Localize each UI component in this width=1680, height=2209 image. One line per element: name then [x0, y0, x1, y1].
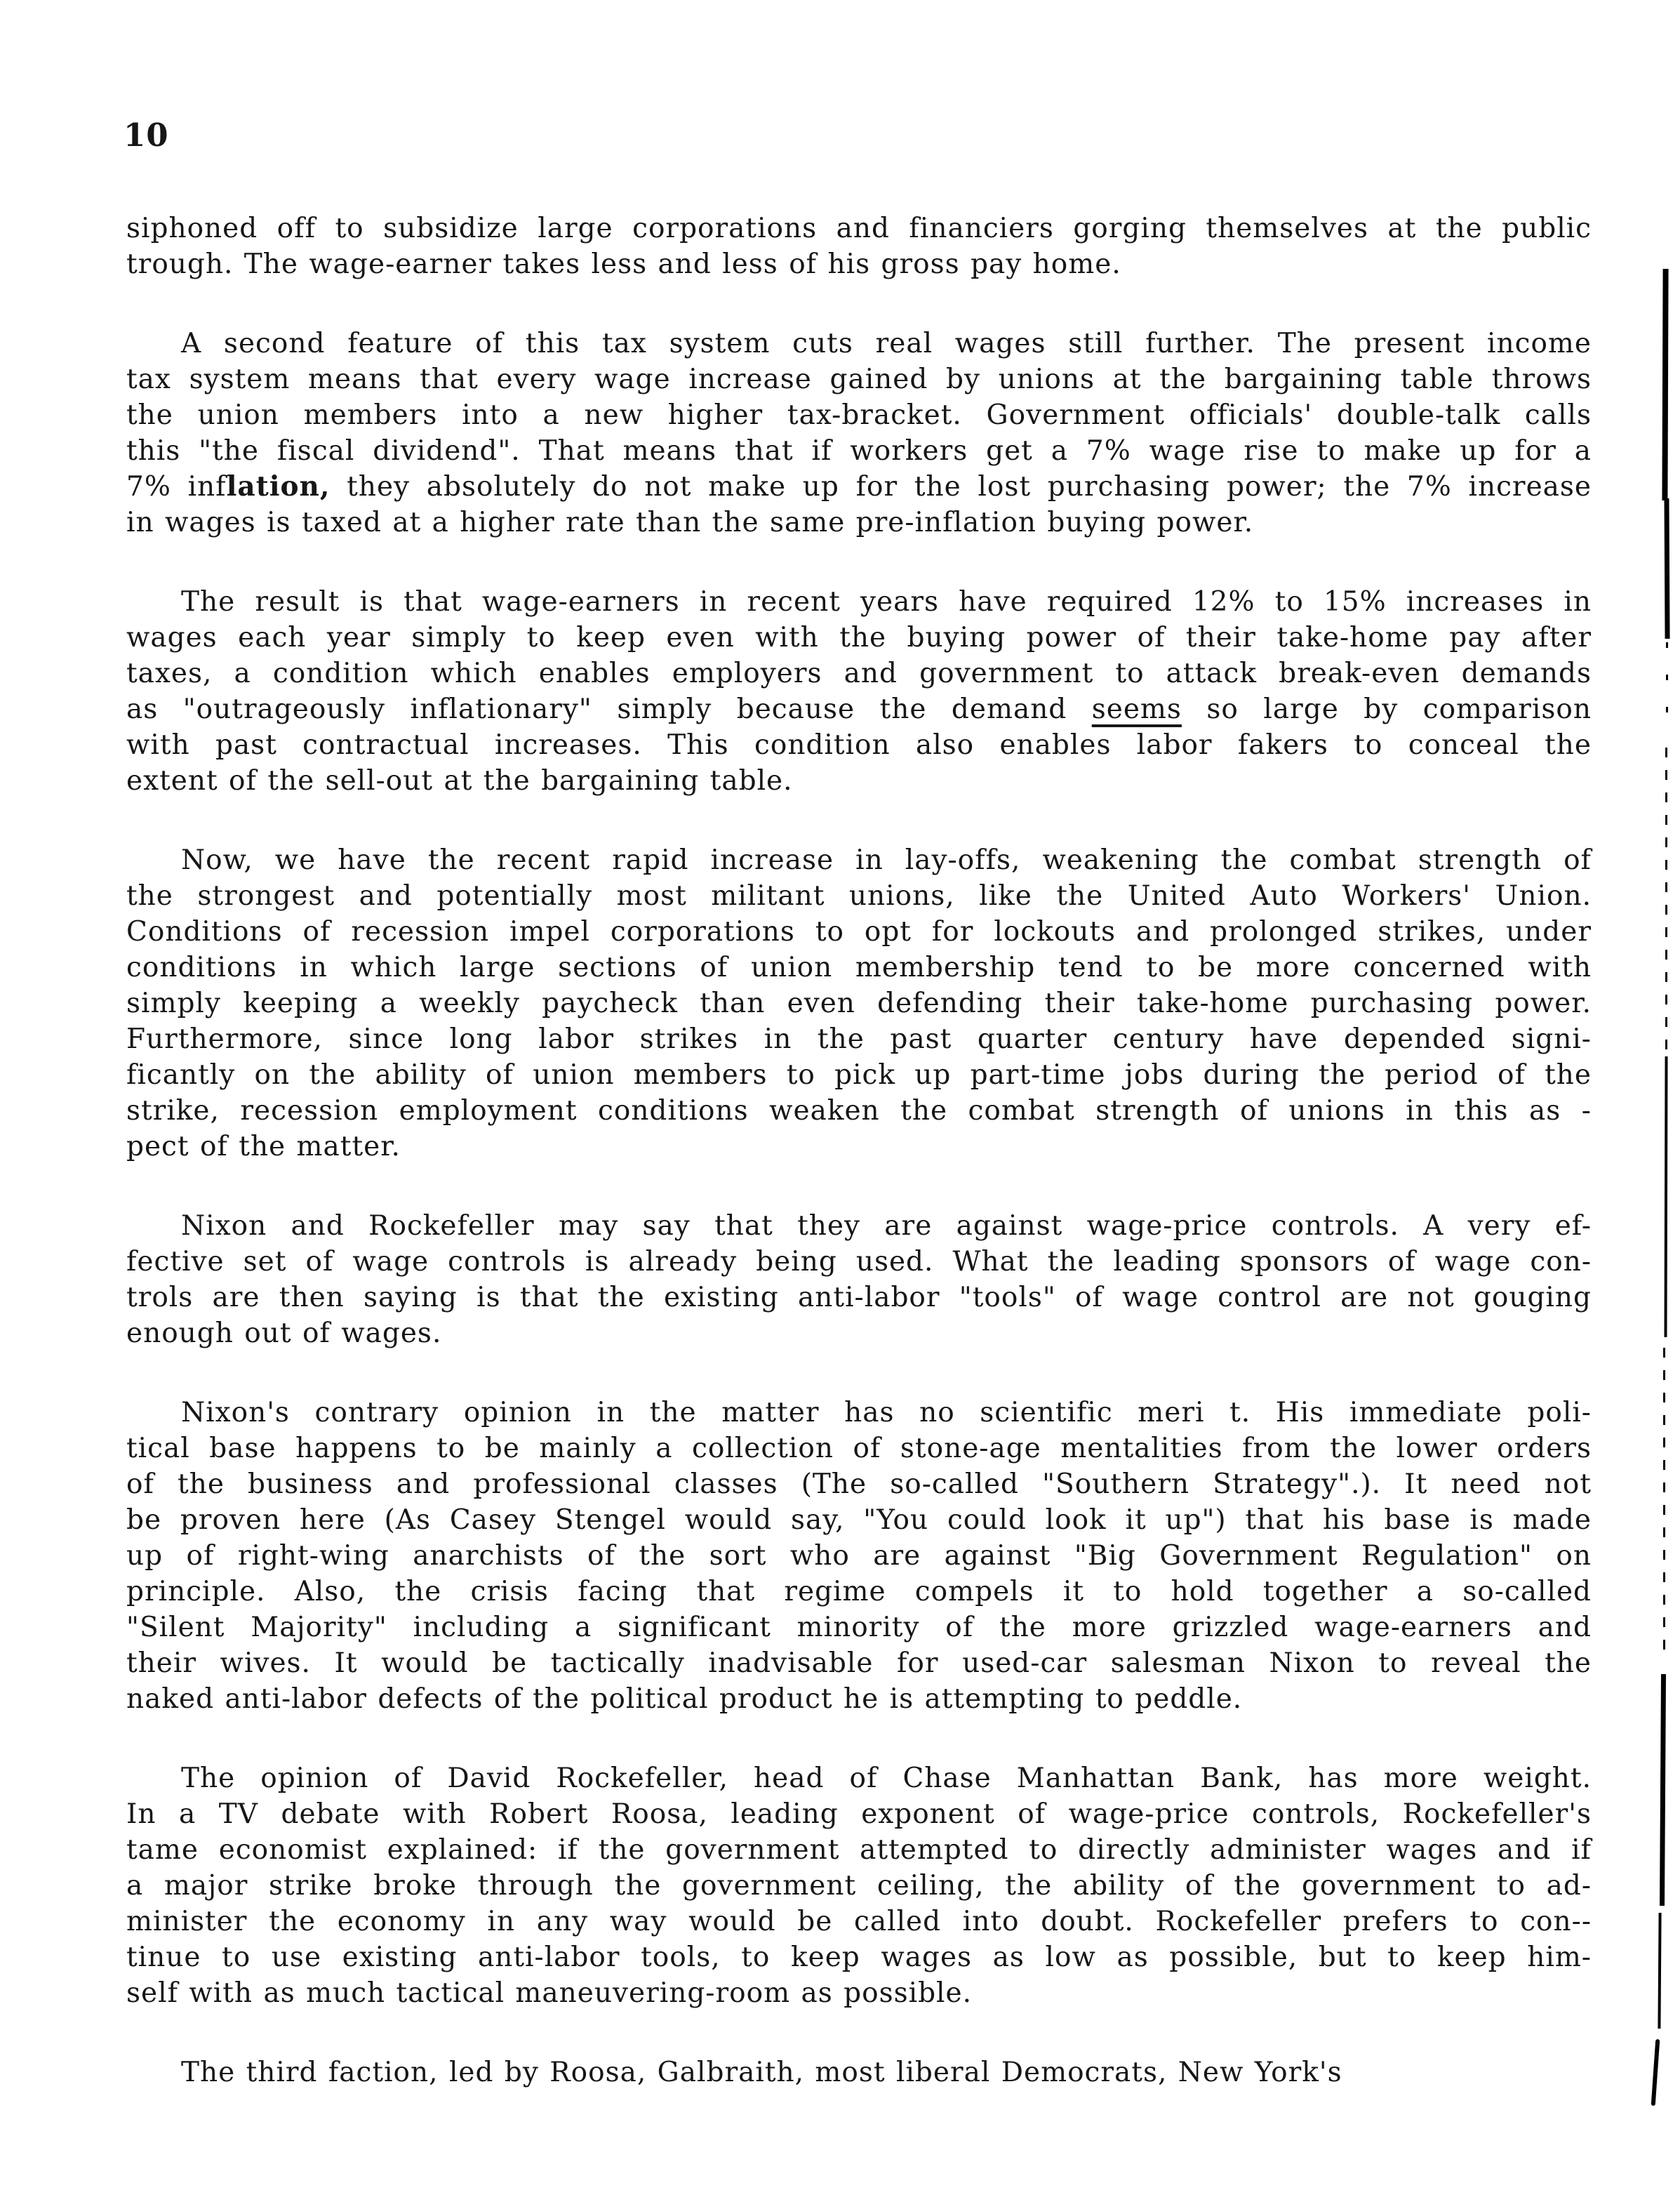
text-line [126, 1466, 1592, 1502]
text-segment: "Silent Majority" including a significant minority of the more grizzled wage-earners and [126, 1612, 1592, 1643]
text-line [126, 1681, 1592, 1717]
scan-artifact-line [1662, 269, 1668, 500]
text-line [126, 1574, 1592, 1610]
paragraph [126, 1395, 1592, 1717]
text-line [126, 1057, 1592, 1093]
text-segment: strike, recession employment conditions weaken the combat strength of unions in this as - [126, 1095, 1592, 1127]
text-line [126, 1395, 1592, 1431]
scan-artifact-line [1664, 498, 1669, 639]
text-line [126, 1868, 1592, 1904]
text-segment: extent of the sell-out at the bargaining table. [126, 765, 793, 797]
text-line [126, 878, 1592, 914]
paragraph [126, 1208, 1592, 1351]
text-line [126, 1315, 1592, 1351]
scan-artifact-line [1658, 1913, 1661, 2029]
text-segment: a major strike broke through the government ceiling, the ability of the government to ad- [126, 1870, 1592, 1902]
text-line [126, 842, 1592, 878]
paragraph [126, 211, 1592, 282]
text-line [126, 691, 1592, 727]
text-segment: simply keeping a weekly paycheck than even defending their take-home purchasing power. [126, 988, 1592, 1019]
paragraph [126, 1760, 1592, 2011]
text-segment: they absolutely do not make up for the lost purchasing power; the 7% increase [330, 471, 1592, 503]
text-line [126, 950, 1592, 986]
text-segment: pect of the matter. [126, 1131, 401, 1162]
text-segment: The opinion of David Rockefeller, head of Chase Manhattan Bank, has more weight. [181, 1763, 1592, 1794]
text-line [126, 1431, 1592, 1466]
text-line [126, 1796, 1592, 1832]
text-line [126, 584, 1592, 620]
text-segment: this "the fiscal dividend". That means that if workers get a 7% wage rise to make up for a [126, 435, 1592, 467]
text-segment: siphoned off to subsidize large corporations and financiers gorging themselves at the public [126, 213, 1592, 244]
text-segment: the union members into a new higher tax-bracket. Government officials' double-talk calls [126, 399, 1592, 431]
text-line [126, 211, 1592, 246]
text-line [126, 246, 1592, 282]
text-segment: naked anti-labor defects of the political product he is attempting to peddle. [126, 1683, 1243, 1715]
text-line [126, 1975, 1592, 2011]
text-line [126, 1904, 1592, 1939]
text-line [126, 1502, 1592, 1538]
page-number: 10 [124, 117, 169, 154]
text-segment: wages each year simply to keep even with the buying power of their take-home pay after [126, 622, 1592, 654]
text-line [126, 326, 1592, 361]
scan-artifact-line [1665, 748, 1667, 1049]
text-segment: ficantly on the ability of union members to pick up part-time jobs during the period of the [126, 1059, 1592, 1091]
text-segment: principle. Also, the crisis facing that regime compels it to hold together a so-called [126, 1576, 1592, 1607]
scan-artifact-line [1651, 2039, 1660, 2106]
text-line [126, 914, 1592, 950]
scan-artifact-line [1660, 1674, 1666, 1906]
text-segment: Nixon's contrary opinion in the matter has no scientific meri t. His immediate poli- [181, 1397, 1592, 1428]
text-line [126, 1208, 1592, 1244]
text-segment: A second feature of this tax system cuts real wages still further. The present income [181, 328, 1592, 359]
text-segment: conditions in which large sections of union membership tend to be more concerned with [126, 952, 1592, 983]
text-segment: taxes, a condition which enables employers and government to attack break-even demands [126, 658, 1592, 689]
text-segment: tinue to use existing anti-labor tools, to keep wages as low as possible, but to keep him- [126, 1942, 1592, 1973]
text-line [126, 1610, 1592, 1645]
text-segment: fective set of wage controls is already being used. What the leading sponsors of wage con- [126, 1246, 1592, 1278]
text-segment: In a TV debate with Robert Roosa, leading exponent of wage-price controls, Rockefeller's [126, 1798, 1592, 1830]
text-line [126, 1939, 1592, 1975]
text-line [126, 986, 1592, 1021]
paragraph [126, 326, 1592, 540]
text-line [126, 727, 1592, 763]
text-line [126, 1129, 1592, 1165]
text-segment: tical base happens to be mainly a collection of stone-age mentalities from the lower orders [126, 1433, 1592, 1464]
text-line [126, 1093, 1592, 1129]
text-line [126, 469, 1592, 505]
text-segment: Now, we have the recent rapid increase in lay-offs, weakening the combat strength of [181, 844, 1592, 876]
paragraph [126, 584, 1592, 799]
text-segment: self with as much tactical maneuvering-room as possible. [126, 1977, 972, 2009]
text-line [126, 1760, 1592, 1796]
text-line [126, 505, 1592, 540]
text-line [126, 433, 1592, 469]
text-segment: Furthermore, since long labor strikes in the past quarter century have depended signi- [126, 1023, 1592, 1055]
text-segment: trough. The wage-earner takes less and less of his gross pay home. [126, 248, 1121, 280]
text-segment: the strongest and potentially most militant unions, like the United Auto Workers' Union. [126, 880, 1592, 912]
text-line [126, 1280, 1592, 1315]
text-segment: tame economist explained: if the government attempted to directly administer wages and if [126, 1834, 1592, 1866]
text-line [126, 2055, 1592, 2090]
text-segment: so large by comparison [1181, 694, 1592, 725]
text-segment: trols are then saying is that the existing anti-labor "tools" of wage control are not gouging [126, 1282, 1592, 1313]
text-line [126, 397, 1592, 433]
paragraph [126, 842, 1592, 1165]
text-line [126, 620, 1592, 656]
underlined-text: seems [1091, 694, 1182, 725]
text-segment: tax system means that every wage increase gained by unions at the bargaining table throws [126, 364, 1592, 395]
text-segment: in wages is taxed at a higher rate than the same pre-inflation buying power. [126, 507, 1254, 538]
text-line [126, 763, 1592, 799]
text-segment: Conditions of recession impel corporations to opt for lockouts and prolonged strikes, under [126, 916, 1592, 948]
text-segment: The result is that wage-earners in recent years have required 12% to 15% increases in [181, 586, 1592, 618]
text-segment: be proven here (As Casey Stengel would say, "You could look it up") that his base is made [126, 1504, 1592, 1536]
text-segment: with past contractual increases. This condition also enables labor fakers to conceal the [126, 729, 1592, 761]
text-segment: enough out of wages. [126, 1318, 442, 1349]
text-line [126, 656, 1592, 691]
scan-artifact-line [1666, 642, 1668, 734]
body-text [126, 211, 1592, 2090]
text-line [126, 1645, 1592, 1681]
text-segment: 7% inf [126, 471, 227, 503]
text-segment: up of right-wing anarchists of the sort who are against "Big Government Regulation" on [126, 1540, 1592, 1572]
text-line [126, 361, 1592, 397]
paragraph [126, 2055, 1592, 2090]
scan-artifact-line [1663, 1348, 1665, 1657]
text-segment: their wives. It would be tactically inadvisable for used-car salesman Nixon to reveal the [126, 1647, 1592, 1679]
text-line [126, 1538, 1592, 1574]
bold-text: lation, [226, 470, 331, 503]
text-segment: as "outrageously inflationary" simply because the demand [126, 694, 1092, 725]
text-segment: The third faction, led by Roosa, Galbraith, most liberal Democrats, New York's [181, 2057, 1342, 2088]
text-segment: of the business and professional classes (The so-called "Southern Strategy".). It need not [126, 1468, 1592, 1500]
text-line [126, 1832, 1592, 1868]
text-segment: minister the economy in any way would be called into doubt. Rockefeller prefers to con-- [126, 1906, 1592, 1937]
scan-artifact-line [1664, 1056, 1667, 1337]
text-line [126, 1244, 1592, 1280]
text-line [126, 1021, 1592, 1057]
text-segment: Nixon and Rockefeller may say that they are against wage-price controls. A very ef- [181, 1210, 1592, 1242]
